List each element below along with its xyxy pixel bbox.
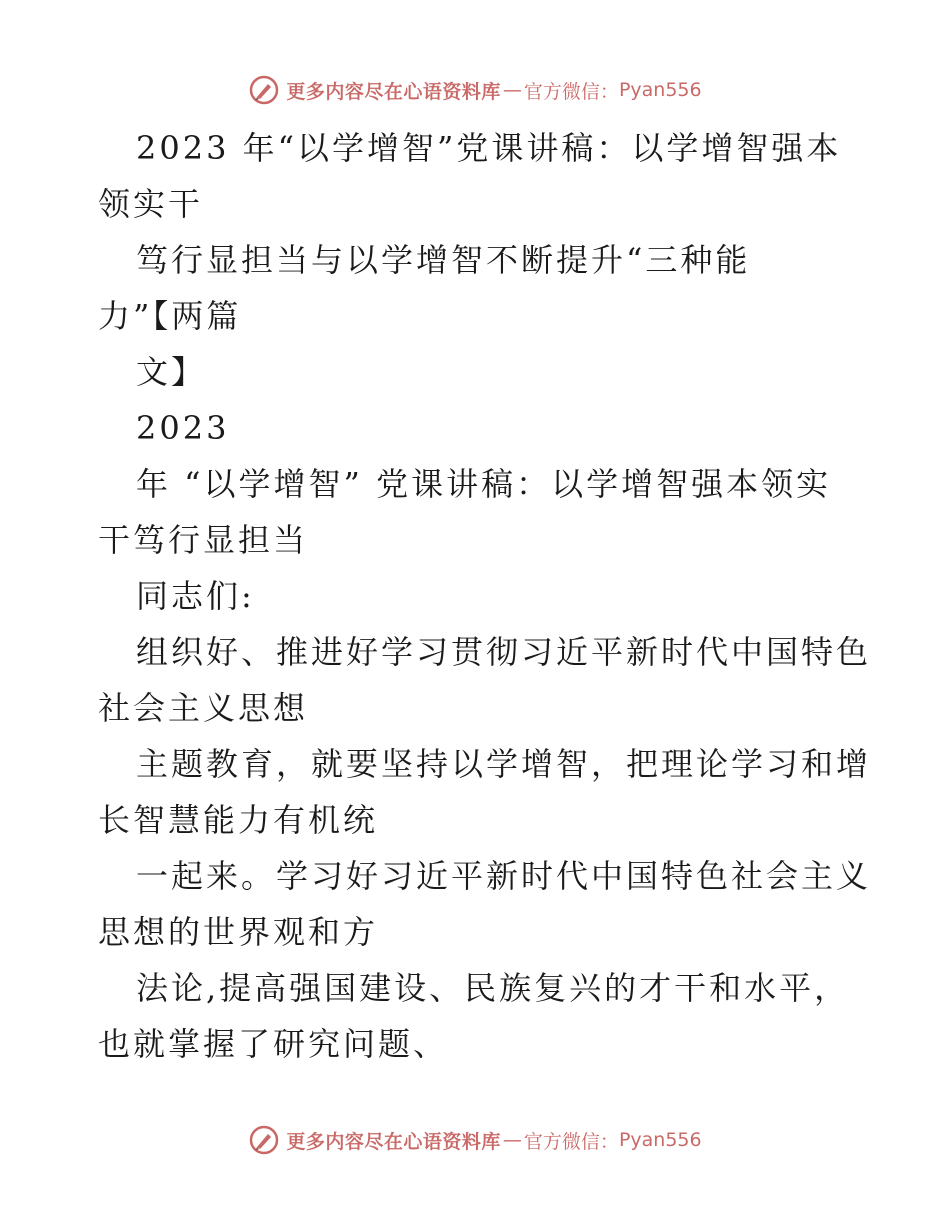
subtitle-line-1: 年 “以学增智” 党课讲稿：以学增智强本领实 (136, 465, 832, 503)
watermark-contact-id: Pyan556 (618, 1129, 702, 1151)
body-line: 长智慧能力有机统 (98, 801, 379, 839)
title-line-3: 笃行显担当与以学增智不断提升“三种能 (136, 241, 751, 279)
footer-watermark (0, 1120, 950, 1160)
body-line: 组织好、推进好学习贯彻习近平新时代中国特色 (136, 633, 872, 671)
watermark-site-text: 更多内容尽在心语资料库 (286, 1130, 501, 1153)
watermark-contact-label: 官方微信： (523, 1130, 619, 1153)
body-line: 法论,提高强国建设、民族复兴的才干和水平， (136, 969, 850, 1007)
body-line: 一起来。学习好习近平新时代中国特色社会主义 (136, 857, 872, 895)
watermark-contact-label: 官方微信： (523, 80, 619, 103)
body-line: 社会主义思想 (98, 689, 309, 727)
salutation: 同志们: (136, 577, 255, 615)
subtitle-year: 2023 (136, 409, 230, 447)
header-watermark (0, 70, 950, 110)
title-line-5: 文】 (136, 353, 207, 391)
pen-logo-icon (248, 74, 280, 106)
body-line: 也就掌握了研究问题、 (98, 1025, 449, 1063)
title-line-4: 力”【两篇 (98, 297, 242, 335)
watermark-separator: — (502, 1129, 522, 1151)
title-line-2: 领实干 (98, 185, 204, 223)
watermark-separator: — (502, 79, 522, 101)
body-line: 主题教育，就要坚持以学增智，把理论学习和增 (136, 745, 872, 783)
watermark-site-text: 更多内容尽在心语资料库 (286, 80, 501, 103)
body-line: 思想的世界观和方 (98, 913, 379, 951)
pen-logo-icon (248, 1124, 280, 1156)
title-line-1: 2023 年“以学增智”党课讲稿：以学增智强本 (136, 129, 842, 167)
document-body (98, 120, 872, 1072)
watermark-contact-id: Pyan556 (618, 79, 702, 101)
subtitle-line-2: 干笃行显担当 (98, 521, 309, 559)
